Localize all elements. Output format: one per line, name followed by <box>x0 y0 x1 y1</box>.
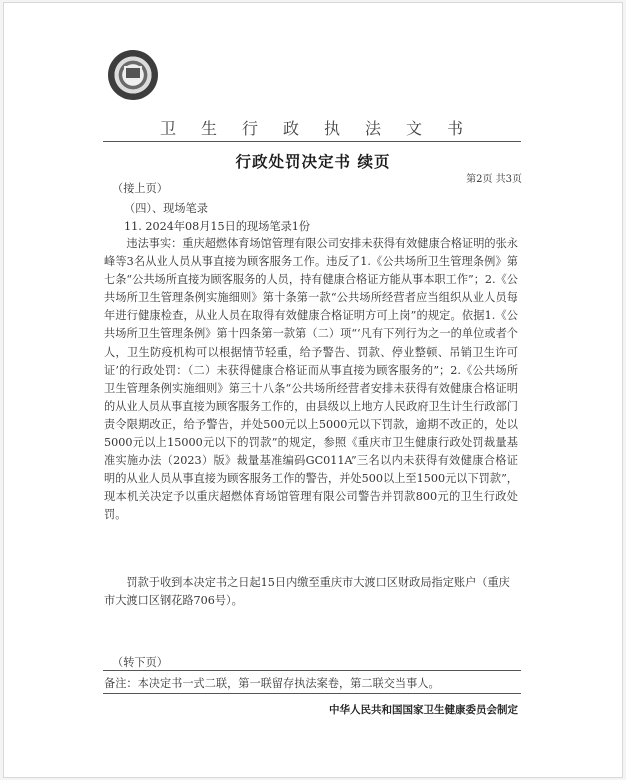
issuer-label: 中华人民共和国国家卫生健康委员会制定 <box>329 704 518 716</box>
continued-to-label: （转下页） <box>112 656 168 669</box>
fine-paragraph: 罚款于收到本决定书之日起15日内缴至重庆市大渡口区财政局指定账户（重庆市大渡口区钢花路706号）。 <box>104 576 510 608</box>
footer-rule-top <box>103 670 521 671</box>
agency-title: 卫生行政执法文书 <box>160 119 489 138</box>
document-title: 行政处罚决定书 续页 <box>235 152 391 171</box>
footer-rule-bottom <box>103 693 521 694</box>
continued-from-label: （接上页） <box>112 182 168 195</box>
national-emblem-icon <box>108 50 158 100</box>
violation-paragraph: 违法事实：重庆超燃体育场馆管理有限公司安排未获得有效健康合格证明的张永峰等3名从业人员从事直接为顾客服务工作。违反了1.《公共场所卫生管理条例》第七条“公共场所直接为顾客服务的人员，持有健康合格证方能从事本职工作”；2.《公共场所卫生管理条例实施细则》第十条第一款“公共场所经营者应当组织从业人员每年进行健康检查，从业人员在取得有效健康合格证明方可上岗”的规定。依据1.《公共场所卫生管理条例》第十四条第一款第（二）项“‘凡有下列行为之一的单位或者个人，卫生防疫机构可以根据情节轻重，给予警告、罚款、停业整顿、吊销卫生许可证’的行政处罚：（二）未获得健康合格证而从事直接为顾客服务的”；2.《公共场所卫生管理条例实施细则》第三十八条“公共场所经营者安排未获得有效健康合格证明的从业人员从事直接为顾客服务工作的，由县级以上地方人民政府卫生计生行政部门责令限期改正，给予警告，并处500元以上5000元以下罚款，逾期不改正的，处以5000元以上15000元以下的罚款”的规定，参照《重庆市卫生健康行政处罚裁量基准实施办法（2023）版》裁量基准编码GC011A”三名以内未获得有效健康合格证明的从业人员从事直接为顾客服务工作的警告，并处500以上至1500元以下罚款”，现本机关决定予以重庆超燃体育场馆管理有限公司警告并罚款800元的卫生行政处罚。 <box>104 237 518 522</box>
record-item: 11. 2024年08月15日的现场笔录1份 <box>124 220 311 233</box>
header-rule <box>103 141 521 142</box>
section-label: （四）、现场笔录 <box>124 202 208 215</box>
remarks-note: 备注：本决定书一式二联，第一联留存执法案卷，第二联交当事人。 <box>104 677 440 690</box>
page-number: 第2页 共3页 <box>466 174 522 185</box>
